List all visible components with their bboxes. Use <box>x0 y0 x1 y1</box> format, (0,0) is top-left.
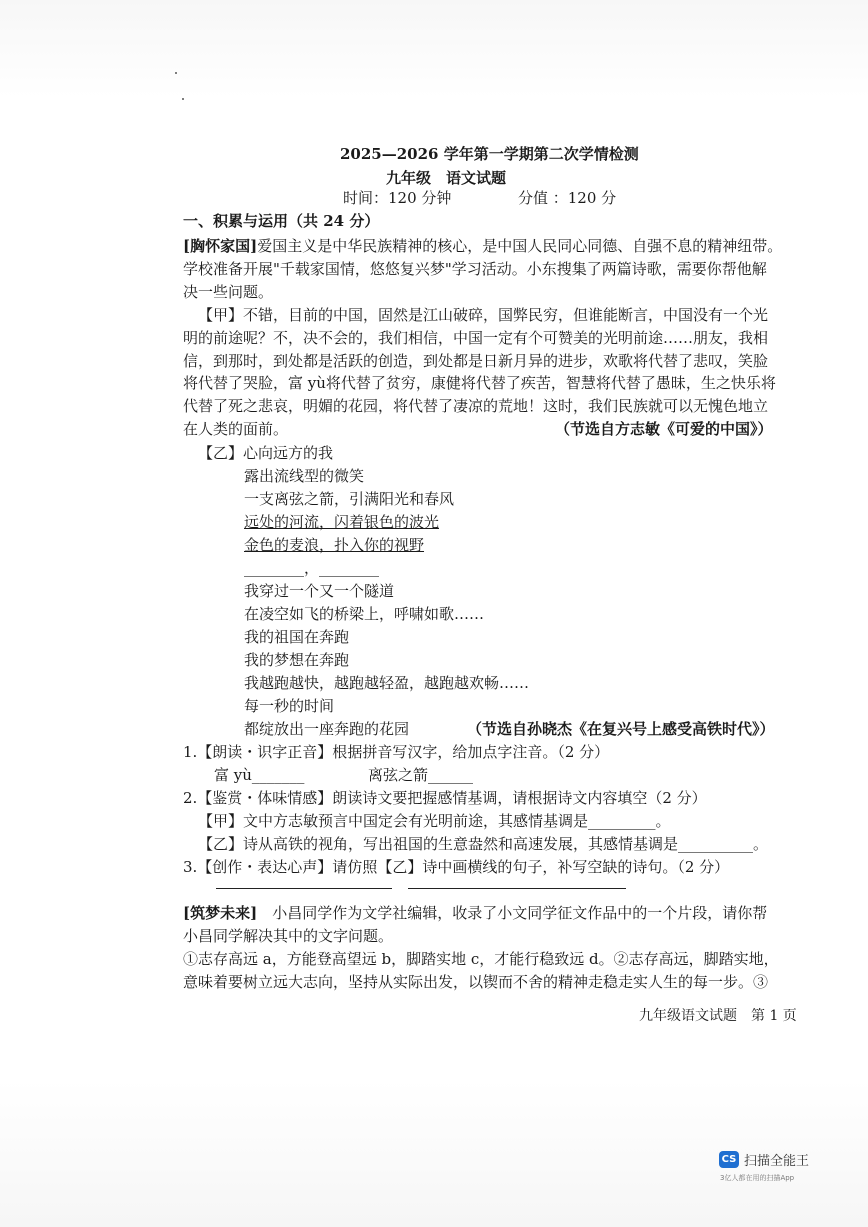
poem-line: 我越跑越快，越跑越轻盈，越跑越欢畅…… <box>244 674 530 692</box>
exam-title: 2025—2026 学年第一学期第二次学情检测 <box>340 145 639 163</box>
question-1-blank-a[interactable]: 富 yù_______ <box>214 766 305 784</box>
intro-line-3: 决一些问题。 <box>183 283 274 301</box>
answer-line-2[interactable] <box>408 888 626 889</box>
passage-jia-line: 明的前途呢？不，决不会的，我们相信，中国一定有个可赞美的光明前途……朋友，我相 <box>183 329 769 347</box>
answer-line-1[interactable] <box>216 888 392 889</box>
section2-line-4: 意味着要树立远大志向，坚持从实际出发，以锲而不舍的精神走稳走实人生的每一步。③ <box>183 973 769 991</box>
section-heading: 一、积累与运用（共 24 分） <box>183 212 380 230</box>
watermark-tagline: 3亿人都在用的扫描App <box>720 1174 795 1182</box>
scan-speck <box>182 98 184 100</box>
passage-jia-line: 将代替了哭脸，富 yù将代替了贫穷，康健将代替了疾苦，智慧将代替了愚昧，生之快乐将 <box>183 374 776 392</box>
question-2: 2.【鉴赏・体味情感】朗读诗文要把握感情基调，请根据诗文内容填空（2 分） <box>183 789 707 807</box>
section2-line-2: 小昌同学解决其中的文字问题。 <box>183 927 394 945</box>
exam-time: 时间：120 分钟 <box>343 189 452 207</box>
intro-line-1: [胸怀家国]爱国主义是中华民族精神的核心，是中国人民同心同德、自强不息的精神纽带。 <box>183 237 783 255</box>
question-3: 3.【创作・表达心声】请仿照【乙】诗中画横线的句子，补写空缺的诗句。（2 分） <box>183 858 730 876</box>
exam-subtitle: 九年级 语文试题 <box>386 169 507 187</box>
intro-line-2: 学校准备开展"千载家国情，悠悠复兴梦"学习活动。小东搜集了两篇诗歌，需要你帮他解 <box>183 260 767 278</box>
passage-jia-line: 【甲】不错，目前的中国，固然是江山破碎，国弊民穷，但谁能断言，中国没有一个光 <box>198 306 769 324</box>
poem-line: 都绽放出一座奔跑的花园 <box>244 720 410 738</box>
passage-jia-line: 信，到那时，到处都是活跃的创造，到处都是日新月异的进步，欢歌将代替了悲叹，笑脸 <box>183 352 769 370</box>
poem-line: 露出流线型的微笑 <box>244 467 365 485</box>
poem-line: 我的祖国在奔跑 <box>244 628 350 646</box>
poem-line: 我的梦想在奔跑 <box>244 651 350 669</box>
passage-yi-source: （节选自孙晓杰《在复兴号上感受高铁时代》） <box>467 720 775 738</box>
section2-tag: [筑梦未来] <box>183 904 258 922</box>
poem-line: 我穿过一个又一个隧道 <box>244 582 395 600</box>
exam-score: 分值 ：120 分 <box>518 189 617 207</box>
question-1: 1.【朗读・识字正音】根据拼音写汉字，给加点字注音。（2 分） <box>183 743 610 761</box>
passage-jia-line: 代替了死之悲哀，明媚的花园，将代替了凄凉的荒地！这时，我们民族就可以无愧色地立 <box>183 397 769 415</box>
section2-line-3: ①志存高远 a，方能登高望远 b，脚踏实地 c，才能行稳致远 d。②志存高远，脚踏实地， <box>183 950 779 968</box>
intro-tag: [胸怀家国] <box>183 237 258 255</box>
question-1-blank-b[interactable]: 离弦之箭______ <box>368 766 474 784</box>
poem-line: 每一秒的时间 <box>244 697 335 715</box>
poem-blank-line: ________，________ <box>244 559 380 577</box>
question-2-blank-a[interactable]: 【甲】文中方志敏预言中国定会有光明前途，其感情基调是_________。 <box>198 812 671 830</box>
poem-line-underlined: 远处的河流，闪着银色的波光 <box>244 513 440 531</box>
poem-line: 一支离弦之箭，引满阳光和春风 <box>244 490 455 508</box>
passage-jia-source: （节选自方志敏《可爱的中国》） <box>555 420 773 438</box>
page-footer: 九年级语文试题 第 1 页 <box>639 1008 797 1024</box>
passage-jia-line: 在人类的面前。 <box>183 420 289 438</box>
poem-line-underlined: 金色的麦浪，扑入你的视野 <box>244 536 425 554</box>
question-2-blank-b[interactable]: 【乙】诗从高铁的视角，写出祖国的生意盎然和高速发展，其感情基调是__________。 <box>198 835 769 853</box>
passage-yi-title: 【乙】心向远方的我 <box>198 444 334 462</box>
watermark-app-name: 扫描全能王 <box>744 1154 810 1169</box>
scan-speck <box>175 72 177 74</box>
poem-line: 在凌空如飞的桥梁上，呼啸如歌…… <box>244 605 485 623</box>
section2-line-1: [筑梦未来] 小昌同学作为文学社编辑，收录了小文同学征文作品中的一个片段，请你帮 <box>183 904 768 922</box>
camscanner-logo-icon: CS <box>719 1151 739 1168</box>
